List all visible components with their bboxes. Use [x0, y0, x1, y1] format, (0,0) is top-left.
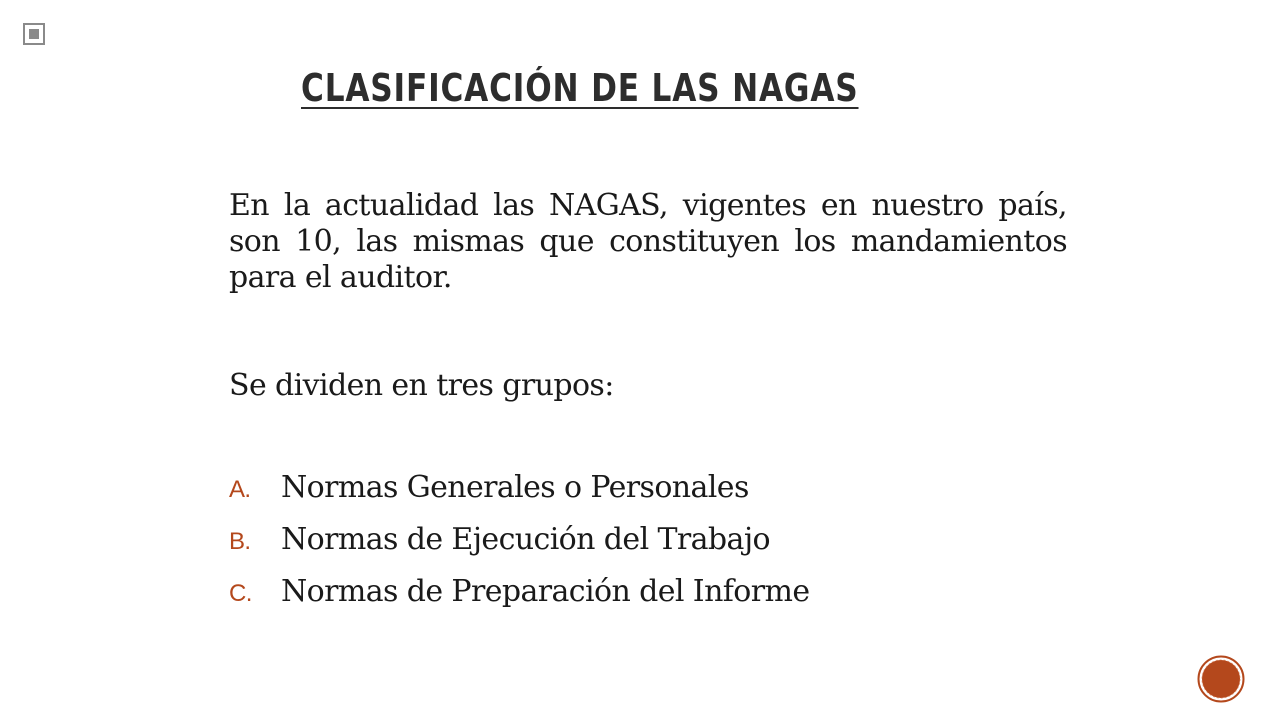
square-bullet-icon	[22, 22, 46, 46]
group-list	[229, 470, 1067, 626]
list-item	[229, 522, 1067, 574]
intro-paragraph: En la actualidad las NAGAS, vigentes en nuestro país, son 10, las mismas que constituyen los mandamientos para el auditor.	[229, 188, 1067, 295]
groups-heading: Se dividen en tres grupos:	[229, 368, 614, 403]
circle-nav-icon[interactable]	[1197, 655, 1245, 703]
list-item	[229, 470, 1067, 522]
list-item-label: Normas Generales o Personales	[281, 470, 749, 505]
list-marker: B.	[229, 528, 251, 555]
list-item-label: Normas de Ejecución del Trabajo	[281, 522, 770, 557]
list-item-label: Normas de Preparación del Informe	[281, 574, 810, 609]
slide-body	[229, 188, 1067, 626]
list-marker: C.	[229, 580, 252, 607]
list-marker: A.	[229, 476, 251, 503]
slide-title: CLASIFICACIÓN DE LAS NAGAS	[301, 66, 859, 110]
list-item	[229, 574, 1067, 626]
